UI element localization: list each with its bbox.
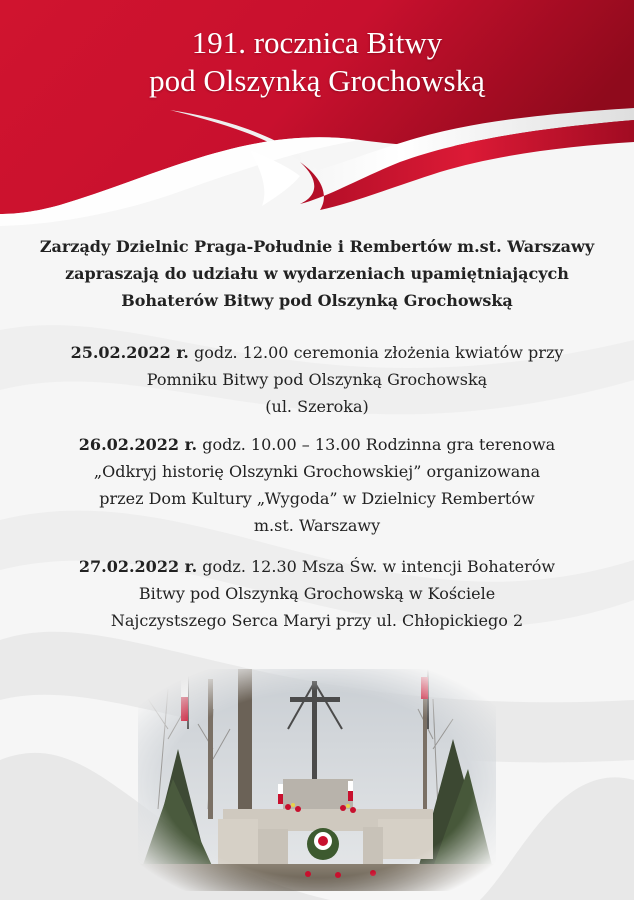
event-1-line-2: Pomniku Bitwy pod Olszynką Grochowską xyxy=(146,370,488,389)
event-2-line-2: „Odkryj historię Olszynki Grochowskiej” organizowana xyxy=(93,462,541,481)
event-3 xyxy=(0,553,634,634)
event-3-line-1 xyxy=(0,553,634,580)
event-1 xyxy=(0,339,634,420)
intro-line-2: zapraszają do udziału w wydarzeniach upamiętniających xyxy=(65,264,569,283)
event-1-line-1-text: godz. 12.00 ceremonia złożenia kwiatów przy xyxy=(188,343,564,362)
event-3-date: 27.02.2022 r. xyxy=(78,557,198,576)
event-3-line-1-text: godz. 12.30 Msza Św. w intencji Bohaterów xyxy=(197,557,556,576)
event-2-line-1-text: godz. 10.00 – 13.00 Rodzinna gra terenowa xyxy=(197,435,556,454)
event-3-line-2: Bitwy pod Olszynką Grochowską w Kościele xyxy=(138,584,496,603)
event-1-line-3: (ul. Szeroka) xyxy=(265,397,369,416)
event-2 xyxy=(0,431,634,539)
event-3-line-3: Najczystszego Serca Maryi przy ul. Chłopickiego 2 xyxy=(110,611,524,630)
monument-illustration xyxy=(138,669,496,891)
event-2-date: 26.02.2022 r. xyxy=(78,435,198,454)
intro-line-3: Bohaterów Bitwy pod Olszynką Grochowską xyxy=(121,291,513,310)
intro-line-1: Zarządy Dzielnic Praga-Południe i Rembertów m.st. Warszawy xyxy=(39,237,595,256)
event-1-line-1 xyxy=(0,339,634,366)
event-2-line-3: przez Dom Kultury „Wygoda” w Dzielnicy Rembertów xyxy=(99,489,535,508)
event-2-line-4: m.st. Warszawy xyxy=(253,516,381,535)
intro-paragraph xyxy=(0,233,634,314)
page-title xyxy=(0,24,634,100)
title-line-2: pod Olszynką Grochowską xyxy=(149,63,485,98)
title-line-1: 191. rocznica Bitwy xyxy=(191,25,443,60)
event-1-date: 25.02.2022 r. xyxy=(70,343,189,362)
event-2-line-1 xyxy=(0,431,634,458)
monument-photo xyxy=(138,669,496,891)
